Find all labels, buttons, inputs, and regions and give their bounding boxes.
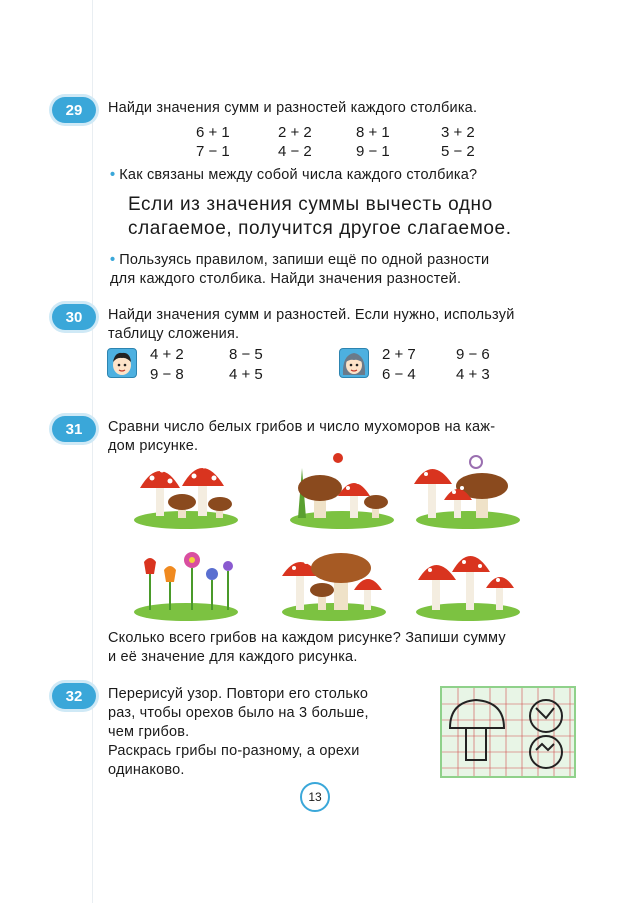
expression: 4 + 3 <box>456 366 490 383</box>
task-number-badge: 29 <box>52 97 96 123</box>
mushroom-picture <box>414 540 522 622</box>
mushroom-picture <box>132 448 240 530</box>
rule-line: Если из значения суммы вычесть одно <box>128 194 493 215</box>
task-29-hint: для каждого столбика. Найди значения разностей. <box>110 271 462 287</box>
expression: 7 − 1 <box>196 143 230 160</box>
task-29-question: • Как связаны между собой числа каждого столбика? <box>110 167 478 183</box>
bullet-icon: • <box>110 252 116 268</box>
task-32-instruction: Раскрась грибы по-разному, а орехи <box>108 743 360 759</box>
task-30-instruction: таблицу сложения. <box>108 326 240 342</box>
expression: 2 + 7 <box>382 346 416 363</box>
task-29-instruction: Найди значения сумм и разностей каждого столбика. <box>108 100 478 116</box>
bullet-icon: • <box>110 167 116 183</box>
task-31-question: и её значение для каждого рисунка. <box>108 649 358 665</box>
task-31-instruction: дом рисунке. <box>108 438 199 454</box>
expression: 8 − 5 <box>229 346 263 363</box>
girl-face-icon <box>339 348 369 378</box>
page-number: 13 <box>300 782 330 812</box>
mushroom-picture <box>132 540 240 622</box>
task-32-instruction: Перерисуй узор. Повтори его столько <box>108 686 369 702</box>
task-number-badge: 31 <box>52 416 96 442</box>
pattern-grid <box>440 686 576 778</box>
mushroom-picture <box>414 448 522 530</box>
expression: 9 − 1 <box>356 143 390 160</box>
task-number-badge: 30 <box>52 304 96 330</box>
boy-face-icon <box>107 348 137 378</box>
task-30-instruction: Найди значения сумм и разностей. Если нужно, используй <box>108 307 515 323</box>
page-edge <box>92 0 93 903</box>
mushroom-picture <box>280 540 388 622</box>
task-32-instruction: чем грибов. <box>108 724 190 740</box>
expression: 9 − 6 <box>456 346 490 363</box>
expression: 6 + 1 <box>196 124 230 141</box>
expression: 2 + 2 <box>278 124 312 141</box>
expression: 8 + 1 <box>356 124 390 141</box>
task-32-instruction: одинаково. <box>108 762 185 778</box>
task-29-hint: • Пользуясь правилом, запиши ещё по одной разности <box>110 252 490 268</box>
rule-line: слагаемое, получится другое слагаемое. <box>128 218 512 239</box>
task-31-instruction: Сравни число белых грибов и число мухоморов на каж- <box>108 419 496 435</box>
task-number-badge: 32 <box>52 683 96 709</box>
expression: 4 − 2 <box>278 143 312 160</box>
expression: 4 + 2 <box>150 346 184 363</box>
expression: 3 + 2 <box>441 124 475 141</box>
task-31-question: Сколько всего грибов на каждом рисунке? Запиши сумму <box>108 630 506 646</box>
expression: 5 − 2 <box>441 143 475 160</box>
task-32-instruction: раз, чтобы орехов было на 3 больше, <box>108 705 369 721</box>
mushroom-picture <box>288 448 396 530</box>
expression: 4 + 5 <box>229 366 263 383</box>
expression: 9 − 8 <box>150 366 184 383</box>
expression: 6 − 4 <box>382 366 416 383</box>
